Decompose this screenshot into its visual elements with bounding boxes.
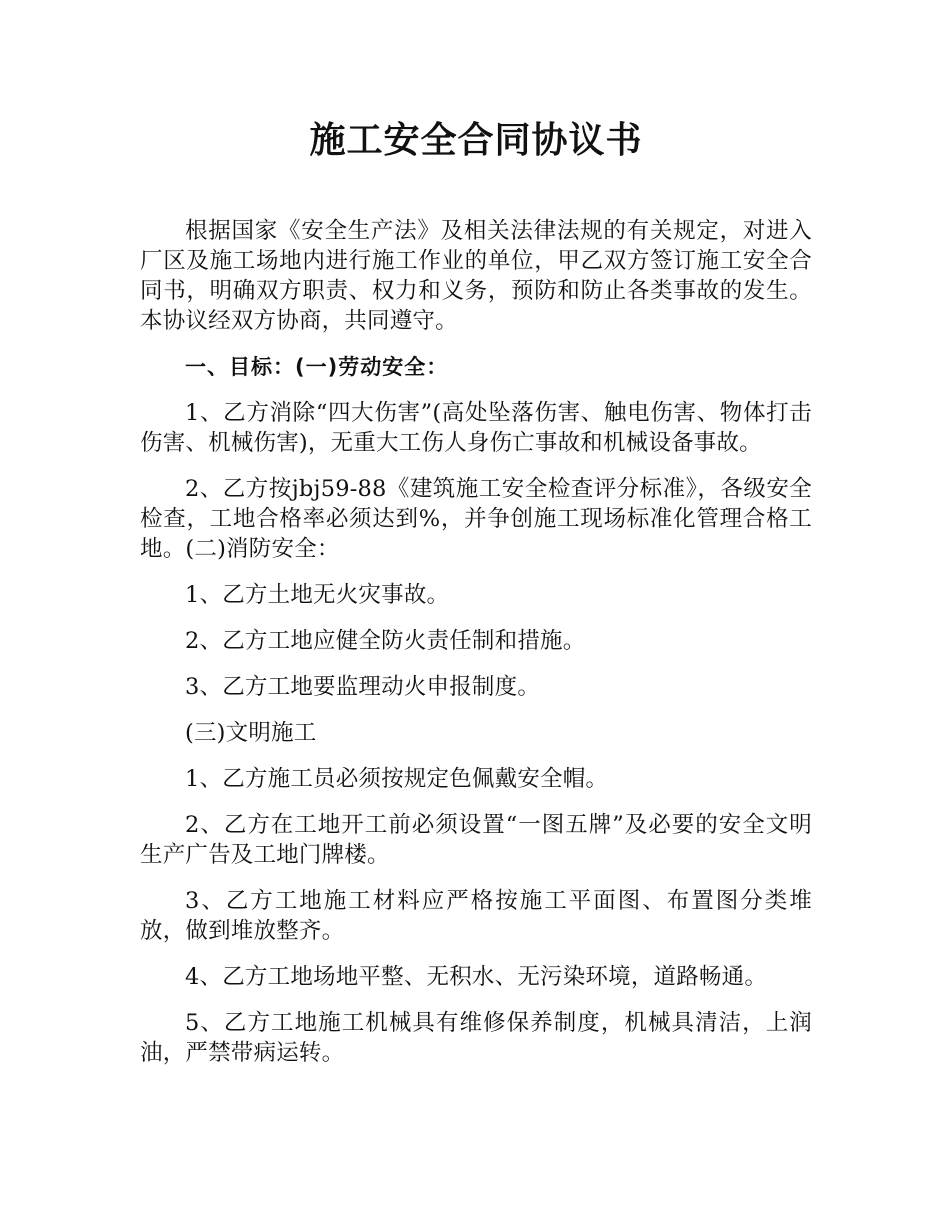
paragraph-fire-2: 2、乙方工地应健全防火责任制和措施。 [185,628,586,654]
paragraph-civilized-4: 4、乙方工地场地平整、无积水、无污染环境，道路畅通。 [185,964,768,990]
paragraph-labor-2: 2、乙方按jbj59-88《建筑施工安全检查评分标准》，各级安全检查，工地合格率必须达到%，并争创施工现场标准化管理合格工地。(二)消防安全： [140,476,812,562]
paragraph-civilized-1: 1、乙方施工员必须按规定色佩戴安全帽。 [185,766,609,792]
section-heading-goals: 一、目标：(一)劳动安全： [185,355,449,379]
paragraph-civilized-3: 3、乙方工地施工材料应严格按施工平面图、布置图分类堆放，做到堆放整齐。 [140,888,812,944]
paragraph-labor-1: 1、乙方消除“四大伤害”(高处坠落伤害、触电伤害、物体打击伤害、机械伤害)，无重大工伤人身伤亡事故和机械设备事故。 [140,400,812,456]
subsection-heading-civilized: (三)文明施工 [185,720,317,746]
paragraph-civilized-2: 2、乙方在工地开工前必须设置“一图五牌”及必要的安全文明生产广告及工地门牌楼。 [140,812,812,868]
document-body [140,116,812,1084]
paragraph-fire-1: 1、乙方土地无火灾事故。 [185,582,450,608]
paragraph-fire-3: 3、乙方工地要监理动火申报制度。 [185,674,541,700]
paragraph-intro: 根据国家《安全生产法》及相关法律法规的有关规定，对进入厂区及施工场地内进行施工作业的单位，甲乙双方签订施工安全合同书，明确双方职责、权力和义务，预防和防止各类事故的发生。本协议经双方协商，共同遵守。 [140,218,812,334]
document-title: 施工安全合同协议书 [309,120,643,161]
paragraph-civilized-5: 5、乙方工地施工机械具有维修保养制度，机械具清洁，上润油，严禁带病运转。 [140,1010,812,1066]
